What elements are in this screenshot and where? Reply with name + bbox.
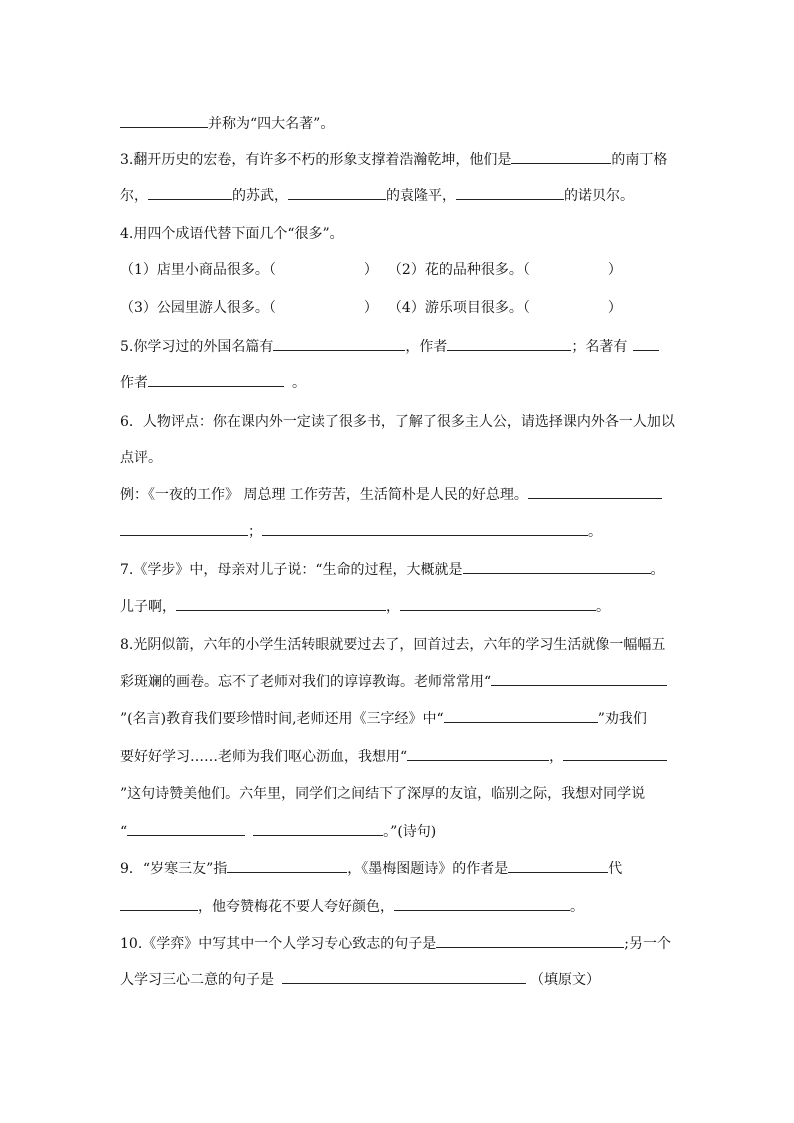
question-8-l4: [120, 745, 680, 769]
answer-blank[interactable]: [407, 745, 549, 761]
question-4-row1: [120, 258, 680, 282]
answer-blank[interactable]: [120, 895, 198, 911]
answer-blank[interactable]: [227, 857, 347, 873]
text: ）: [363, 262, 378, 278]
question-8: [120, 633, 680, 657]
question-3: [120, 148, 680, 172]
answer-blank[interactable]: [447, 335, 571, 351]
answer-blank[interactable]: [120, 112, 208, 128]
text: ;另一个: [624, 936, 671, 952]
text: 代: [608, 861, 623, 877]
answer-blank[interactable]: [491, 670, 667, 686]
answer-blank[interactable]: [282, 968, 526, 984]
question-6: [120, 410, 680, 434]
answer-blank[interactable]: [148, 184, 232, 200]
question-10: [120, 932, 680, 956]
question-7-cont: [120, 595, 680, 619]
question-9: [120, 857, 680, 881]
question-text: 3.翻开历史的宏卷，有许多不朽的形象支撑着浩瀚乾坤，他们是: [120, 152, 512, 168]
text: ）: [607, 300, 622, 316]
text: ，《墨梅图题诗》的作者是: [347, 861, 509, 877]
text: 尔，: [120, 188, 148, 204]
answer-blank[interactable]: [394, 895, 570, 911]
answer-blank[interactable]: [528, 483, 662, 499]
question-8-l5: [120, 782, 680, 806]
answer-blank[interactable]: [444, 707, 598, 723]
text: 的苏武，: [232, 188, 288, 204]
item-text: （2）花的品种很多。（: [387, 262, 530, 278]
text: ；: [248, 524, 262, 540]
text: 的诺贝尔。: [564, 188, 634, 204]
question-text: 9．“岁寒三友”指: [120, 861, 228, 877]
answer-blank[interactable]: [262, 520, 588, 536]
text: 。: [292, 375, 306, 391]
answer-blank[interactable]: [463, 558, 651, 574]
q2-end-line: [120, 112, 680, 136]
answer-blank[interactable]: [511, 148, 611, 164]
item-text: （3）公园里游人很多。（: [120, 300, 276, 316]
question-6-answer: [120, 520, 680, 544]
question-text: 4.用四个成语代替下面几个“很多”。: [120, 226, 344, 242]
answer-blank[interactable]: [120, 520, 248, 536]
question-10-cont: [120, 968, 680, 992]
text: ”这句诗赞美他们。六年里，同学们之间结下了深厚的友谊，临别之际，我想对同学说: [120, 786, 646, 802]
answer-blank[interactable]: [563, 745, 667, 761]
answer-blank[interactable]: [400, 595, 596, 611]
text: ）: [607, 262, 622, 278]
text: “: [120, 824, 128, 840]
question-9-cont: [120, 895, 680, 919]
question-3-cont: [120, 184, 680, 208]
question-6-example: [120, 483, 680, 507]
question-7: [120, 558, 680, 582]
text: 。: [596, 599, 610, 615]
text: ”(名言)教育我们要珍惜时间,老师还用《三字经》中“: [120, 711, 444, 727]
answer-blank[interactable]: [127, 820, 245, 836]
text: 要好好学习……老师为我们呕心沥血，我想用“: [120, 749, 408, 765]
text: ，他夸赞梅花不要人夸好颜色，: [198, 899, 394, 915]
text: 。: [650, 562, 665, 578]
text: 点评。: [120, 450, 162, 466]
text: 。: [570, 899, 584, 915]
text: ；名著有: [571, 339, 628, 355]
question-8-l2: [120, 670, 680, 694]
example-text: 例：《一夜的工作》 周总理 工作劳苦，生活简朴是人民的好总理。: [120, 487, 528, 503]
text: ，作者: [405, 339, 448, 355]
answer-blank[interactable]: [148, 371, 284, 387]
question-8-l6: [120, 820, 680, 844]
item-text: （1）店里小商品很多。（: [120, 262, 276, 278]
answer-blank[interactable]: [273, 335, 405, 351]
text: （填原文）: [530, 972, 600, 988]
question-5: [120, 335, 680, 359]
question-text: 10.《学弈》中写其中一个人学习专心致志的句子是: [120, 936, 437, 952]
answer-blank[interactable]: [633, 335, 659, 351]
question-4: [120, 222, 680, 246]
question-8-l3: [120, 707, 680, 731]
text: 并称为“四大名著”。: [208, 116, 335, 132]
text: 的南丁格: [611, 152, 668, 168]
text: 彩斑斓的画卷。忘不了老师对我们的谆谆教诲。老师常常用“: [120, 674, 492, 690]
text: 儿子啊，: [120, 599, 176, 615]
text: 作者: [120, 375, 148, 391]
question-4-row2: [120, 296, 680, 320]
answer-blank[interactable]: [456, 184, 564, 200]
question-5-cont: [120, 371, 680, 395]
question-text: 5.你学习过的外国名篇有: [120, 339, 274, 355]
text: ，: [386, 599, 400, 615]
text: ，: [549, 749, 564, 765]
item-text: （4）游乐项目很多。（: [387, 300, 530, 316]
text: 的袁隆平，: [386, 188, 456, 204]
question-6-cont: [120, 446, 680, 470]
answer-blank[interactable]: [253, 820, 383, 836]
question-text: 8.光阴似箭，六年的小学生活转眼就要过去了，回首过去，六年的学习生活就像一幅幅五: [120, 637, 666, 653]
text: ”劝我们: [597, 711, 647, 727]
text: ）: [363, 300, 378, 316]
text: 。: [588, 524, 602, 540]
question-text: 6．人物评点：你在课内外一定读了很多书，了解了很多主人公，请选择课内外各一人加以: [120, 414, 675, 430]
answer-blank[interactable]: [508, 857, 608, 873]
answer-blank[interactable]: [436, 932, 624, 948]
answer-blank[interactable]: [288, 184, 386, 200]
text: 。”(诗句): [383, 824, 437, 840]
answer-blank[interactable]: [176, 595, 386, 611]
text: 人学习三心二意的句子是: [120, 972, 274, 988]
question-text: 7.《学步》中，母亲对儿子说：“生命的过程，大概就是: [120, 562, 463, 578]
